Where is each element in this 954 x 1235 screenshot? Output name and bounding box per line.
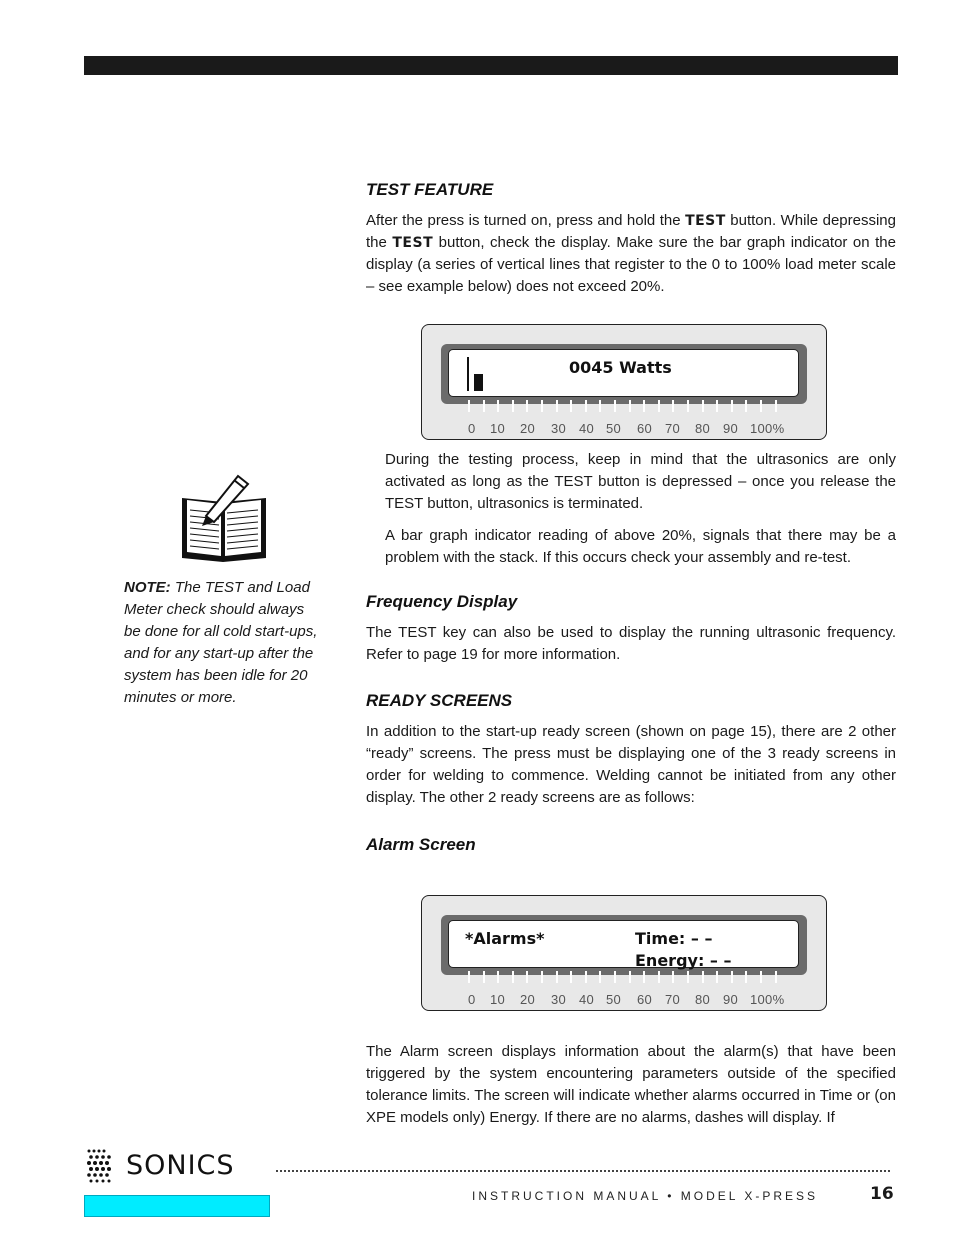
lcd-tick [745,400,747,412]
alarm-screen-heading-block [366,835,896,855]
alarm-screen-section [366,1041,896,1129]
lcd-tick [629,971,631,983]
lcd-tick [716,971,718,983]
lcd-tick [483,971,485,983]
test-keyword: TEST [392,235,434,251]
scale-label: 0 [468,992,476,1007]
lcd-tick [687,971,689,983]
scale-label: 100% [750,992,785,1007]
lcd-tick [760,971,762,983]
note-text: The TEST and Load Meter check should always be done for all cold start-ups, and for any start-up after the system has been idle for 20 minutes or more. [124,579,318,706]
bar-graph-paragraph: A bar graph indicator reading of above 20%, signals that there may be a problem with the stack. If this occurs check your assembly and re-test. [385,527,896,566]
scale-label: 100% [750,421,785,436]
lcd-tick [629,400,631,412]
scale-label: 10 [490,992,506,1007]
scale-label: 30 [551,421,567,436]
scale-label: 30 [551,992,567,1007]
lcd-tick [687,400,689,412]
subsection-heading: Alarm Screen [366,835,476,854]
lcd-tick-marks [468,400,798,416]
alarm-paragraph: The Alarm screen displays information about the alarm(s) that have been triggered by the system encountering parameters outside of the specified tolerance limits. The screen will indicate whether alarms occurred in Time or (on XPE models only) Energy. If there are no alarms, dashes will display. If [366,1043,896,1126]
bar-graph-indicator-icon [465,354,495,396]
lcd-tick [512,971,514,983]
lcd-tick [731,400,733,412]
lcd-bezel [441,344,807,404]
lcd-tick [745,971,747,983]
lcd-display-watts [421,324,827,440]
lcd-tick [599,400,601,412]
sonics-logo-icon [86,1147,118,1187]
alarms-label: *Alarms* [465,929,545,948]
lcd-tick [760,400,762,412]
page-number: 16 [870,1184,894,1204]
header-bar [84,56,898,75]
lcd-tick [497,400,499,412]
time-readout: Time: – – [635,929,713,948]
lcd-tick [541,971,543,983]
book-pencil-icon [176,470,274,568]
testing-paragraph: During the testing process, keep in mind that the ultrasonics are only activated as long as the TEST button is depressed – once you release the TEST button, ultrasonics is terminated. [385,451,896,512]
lcd-tick [643,400,645,412]
scale-label: 80 [695,421,711,436]
scale-label: 50 [606,992,622,1007]
lcd-tick [614,971,616,983]
lcd-tick [731,971,733,983]
text-run: button, check the display. Make sure the bar graph indicator on the display (a series of vertical lines that register to the 0 to 100% load meter scale – see example below) does not exceed 20%. [366,234,896,295]
lcd-tick [585,400,587,412]
scale-label: 50 [606,421,622,436]
scale-label: 40 [579,992,595,1007]
scale-label: 60 [637,992,653,1007]
scale-label: 0 [468,421,476,436]
subsection-heading: Frequency Display [366,592,518,611]
lcd-tick [658,971,660,983]
text-run: After the press is turned on, press and hold the [366,212,686,229]
lcd-tick [483,400,485,412]
test-feature-paragraph [366,210,896,298]
lcd-tick [585,971,587,983]
lcd-tick [614,400,616,412]
lcd-tick [775,400,777,412]
lcd-tick [497,971,499,983]
scale-label: 70 [665,992,681,1007]
lcd-tick [526,971,528,983]
ready-screens-section [366,691,896,809]
lcd-display-alarms [421,895,827,1011]
lcd-tick [468,971,470,983]
lcd-tick [570,400,572,412]
lcd-tick [643,971,645,983]
lcd-tick [702,400,704,412]
test-feature-section [366,180,896,298]
manual-title: INSTRUCTION MANUAL • MODEL X-PRESS [472,1189,819,1203]
ready-screens-paragraph: In addition to the start-up ready screen (shown on page 15), there are 2 other “ready” screens. The press must be displaying one of the 3 ready screens in order for welding to commence. Welding cannot be initiated from any other display. The other 2 ready screens are as follows: [366,723,896,806]
scale-label: 90 [723,992,739,1007]
lcd-tick [556,400,558,412]
scale-label: 20 [520,421,536,436]
side-note [124,577,324,709]
scale-label: 10 [490,421,506,436]
test-keyword: TEST [685,213,726,229]
lcd-tick-marks [468,971,798,987]
lcd-tick [775,971,777,983]
lcd-tick [541,400,543,412]
testing-notes [385,449,896,569]
lcd-tick [672,971,674,983]
section-heading: TEST FEATURE [366,180,494,199]
lcd-screen [448,920,799,968]
lcd-tick [599,971,601,983]
scale-label: 70 [665,421,681,436]
lcd-tick [512,400,514,412]
energy-readout: Energy: – – [635,951,732,970]
lcd-tick [672,400,674,412]
dotted-leader [276,1170,890,1172]
footer-highlight-bar [84,1195,270,1217]
lcd-tick [570,971,572,983]
scale-label: 90 [723,421,739,436]
load-meter-scale [422,992,828,1008]
lcd-tick [716,400,718,412]
frequency-display-section [366,592,896,666]
watts-readout: 0045 Watts [569,358,672,377]
text-run: button. While depressing the [366,212,896,251]
scale-label: 20 [520,992,536,1007]
frequency-paragraph: The TEST key can also be used to display the running ultrasonic frequency. Refer to page 19 for more information. [366,624,896,663]
brand-name: SONICS [126,1150,235,1181]
scale-label: 80 [695,992,711,1007]
load-meter-scale [422,421,828,437]
scale-label: 40 [579,421,595,436]
lcd-tick [556,971,558,983]
section-heading: READY SCREENS [366,691,513,710]
lcd-bezel [441,915,807,975]
lcd-screen [448,349,799,397]
lcd-tick [702,971,704,983]
lcd-tick [468,400,470,412]
lcd-tick [658,400,660,412]
lcd-tick [526,400,528,412]
scale-label: 60 [637,421,653,436]
note-label: NOTE: [124,579,171,596]
